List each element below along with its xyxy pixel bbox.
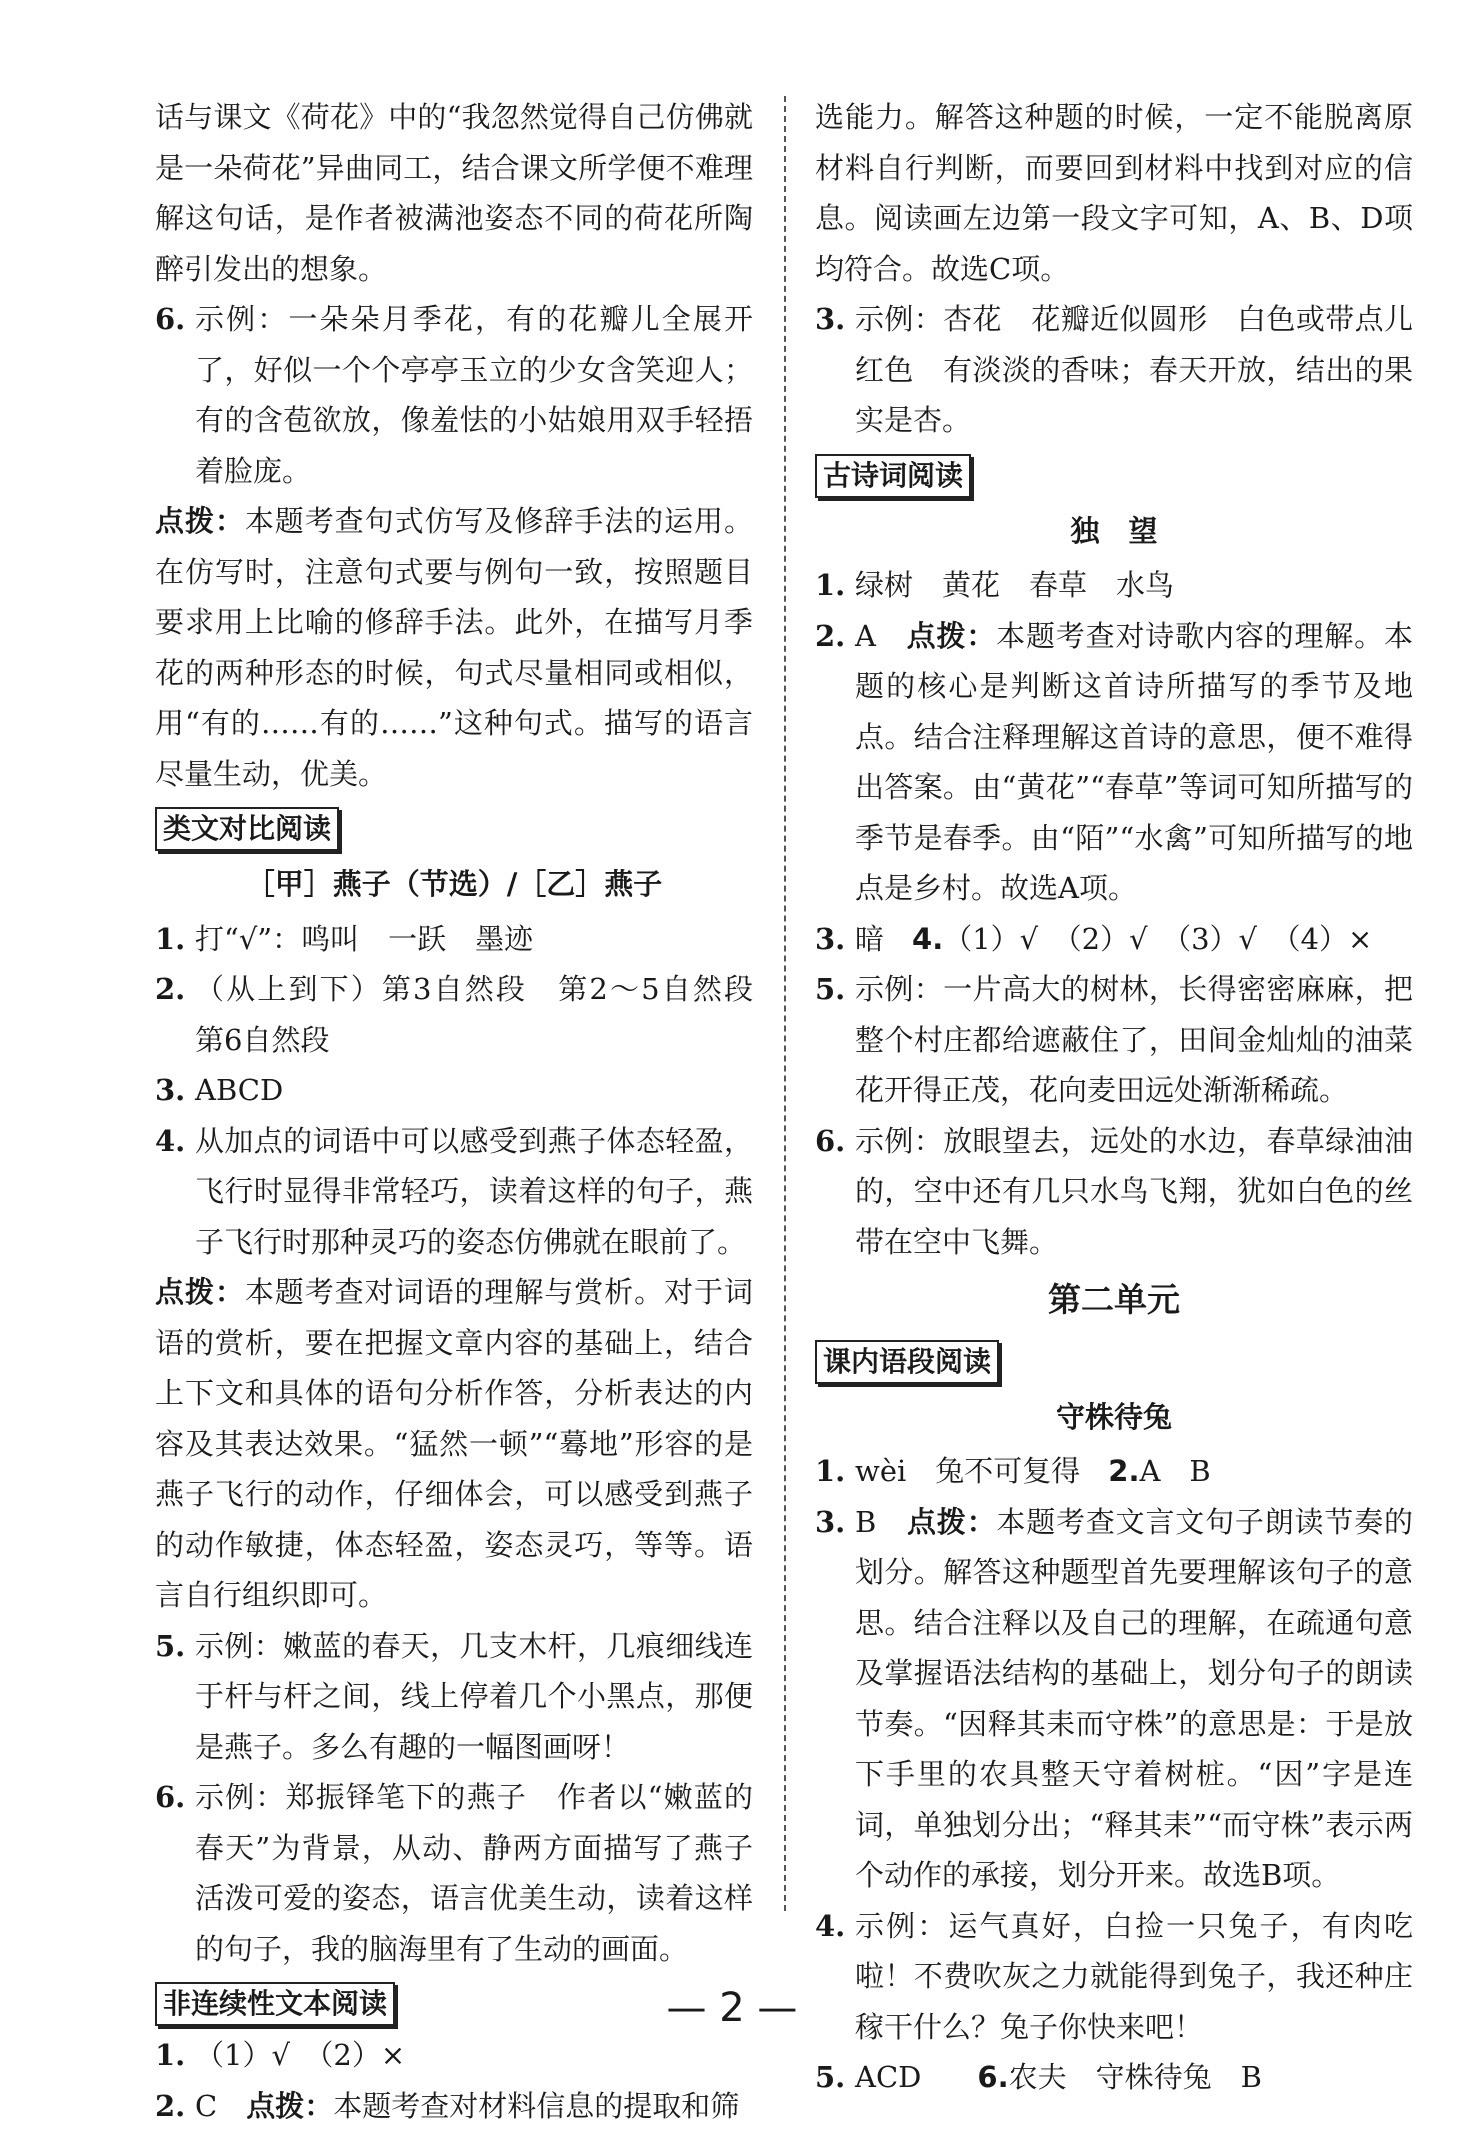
page-number: — 2 — [0,1985,1464,2031]
right-column [815,92,1413,2103]
story-answer-3: 3. B 点拨：本题考查文言文句子朗读节奏的划分。解答这种题型首先要理解该句子的意思。结合注释以及自己的理解，在疏通句意及掌握语法结构的基础上，划分句子的朗读节奏。“因释其耒而守株”的意思是：于是放下手里的农具整天守着树桩。“因”字是连词，单独划分出；“释其耒”“而守株”表示两个动作的承接，划分开来。故选B项。 [815,1497,1413,1901]
passage-title-1: ［甲］燕子（节选）/［乙］燕子 [155,859,753,910]
answer-5: 5. 示例：嫩蓝的春天，几支木杆，几痕细线连于杆与杆之间，线上停着几个小黑点，那便是燕子。多么有趣的一幅图画呀！ [155,1621,753,1773]
story-answer-5-6: 5. ACD 6.农夫 守株待兔 B [815,2052,1413,2103]
poem-title: 独 望 [815,506,1413,557]
story-answer-4: 4. 示例：运气真好，白捡一只兔子，有肉吃啦！不费吹灰之力就能得到兔子，我还种庄稼干什么？兔子你快来吧！ [815,1901,1413,2053]
section-header-1: 类文对比阅读 [155,807,339,851]
nonlinear-answer-2: 2. C 点拨：本题考查对材料信息的提取和筛 [155,2081,753,2131]
answer-3: 3. ABCD [155,1065,753,1116]
poem-answer-5: 5. 示例：一片高大的树林，长得密密麻麻，把整个村庄都给遮蔽住了，田间金灿灿的油菜花开得正茂，花向麦田远处渐渐稀疏。 [815,964,1413,1116]
answer-6b: 6. 示例：郑振铎笔下的燕子 作者以“嫩蓝的春天”为背景，从动、静两方面描写了燕子活泼可爱的姿态，语言优美生动，读着这样的句子，我的脑海里有了生动的画面。 [155,1772,753,1974]
poem-answer-1: 1. 绿树 黄花 春草 水鸟 [815,560,1413,611]
section-header-3: 古诗词阅读 [815,454,971,498]
tip-paragraph-1: 点拨：本题考查句式仿写及修辞手法的运用。在仿写时，注意句式要与例句一致，按照题目要求用上比喻的修辞手法。此外，在描写月季花的两种形态的时候，句式尽量相同或相似，用“有的……有的……”这种句式。描写的语言尽量生动，优美。 [155,496,753,799]
left-column [155,92,753,2131]
unit-title: 第二单元 [815,1275,1413,1326]
tip-paragraph-2: 点拨：本题考查对词语的理解与赏析。对于词语的赏析，要在把握文章内容的基础上，结合上下文和具体的语句分析作答，分析表达的内容及其表达效果。“猛然一顿”“蓦地”形容的是燕子飞行的动作，仔细体会，可以感受到燕子的动作敏捷，体态轻盈，姿态灵巧，等等。语言自行组织即可。 [155,1267,753,1621]
intro-paragraph: 话与课文《荷花》中的“我忽然觉得自己仿佛就是一朵荷花”异曲同工，结合课文所学便不难理解这句话，是作者被满池姿态不同的荷花所陶醉引发出的想象。 [155,92,753,294]
section-header-4: 课内语段阅读 [815,1340,999,1384]
answer-1: 1. 打“√”：鸣叫 一跃 墨迹 [155,914,753,965]
answer-4: 4. 从加点的词语中可以感受到燕子体态轻盈，飞行时显得非常轻巧，读着这样的句子，燕子飞行时那种灵巧的姿态仿佛就在眼前了。 [155,1116,753,1268]
section-header-2: 非连续性文本阅读 [155,1982,395,2026]
story-answer-1-2: 1. wèi 兔不可复得 2.A B [815,1446,1413,1497]
poem-answer-3-4: 3. 暗 4.（1）√ （2）√ （3）√ （4）× [815,914,1413,965]
nonlinear-answer-3: 3. 示例：杏花 花瓣近似圆形 白色或带点儿红色 有淡淡的香味；春天开放，结出的果实是杏。 [815,294,1413,446]
answer-2: 2. （从上到下）第3自然段 第2～5自然段 第6自然段 [155,964,753,1065]
answer-6: 6. 示例：一朵朵月季花，有的花瓣儿全展开了，好似一个个亭亭玉立的少女含笑迎人；有的含苞欲放，像羞怯的小姑娘用双手轻捂着脸庞。 [155,294,753,496]
continued-paragraph: 选能力。解答这种题的时候，一定不能脱离原材料自行判断，而要回到材料中找到对应的信息。阅读画左边第一段文字可知，A、B、D项均符合。故选C项。 [815,92,1413,294]
passage-title-3: 守株待兔 [815,1392,1413,1443]
poem-answer-6: 6. 示例：放眼望去，远处的水边，春草绿油油的，空中还有几只水鸟飞翔，犹如白色的丝带在空中飞舞。 [815,1116,1413,1268]
poem-answer-2: 2. A 点拨：本题考查对诗歌内容的理解。本题的核心是判断这首诗所描写的季节及地点。结合注释理解这首诗的意思，便不难得出答案。由“黄花”“春草”等词可知所描写的季节是春季。由“陌”“水禽”可知所描写的地点是乡村。故选A项。 [815,611,1413,914]
column-divider [784,96,786,1911]
nonlinear-answer-1: 1. （1）√ （2）× [155,2030,753,2081]
